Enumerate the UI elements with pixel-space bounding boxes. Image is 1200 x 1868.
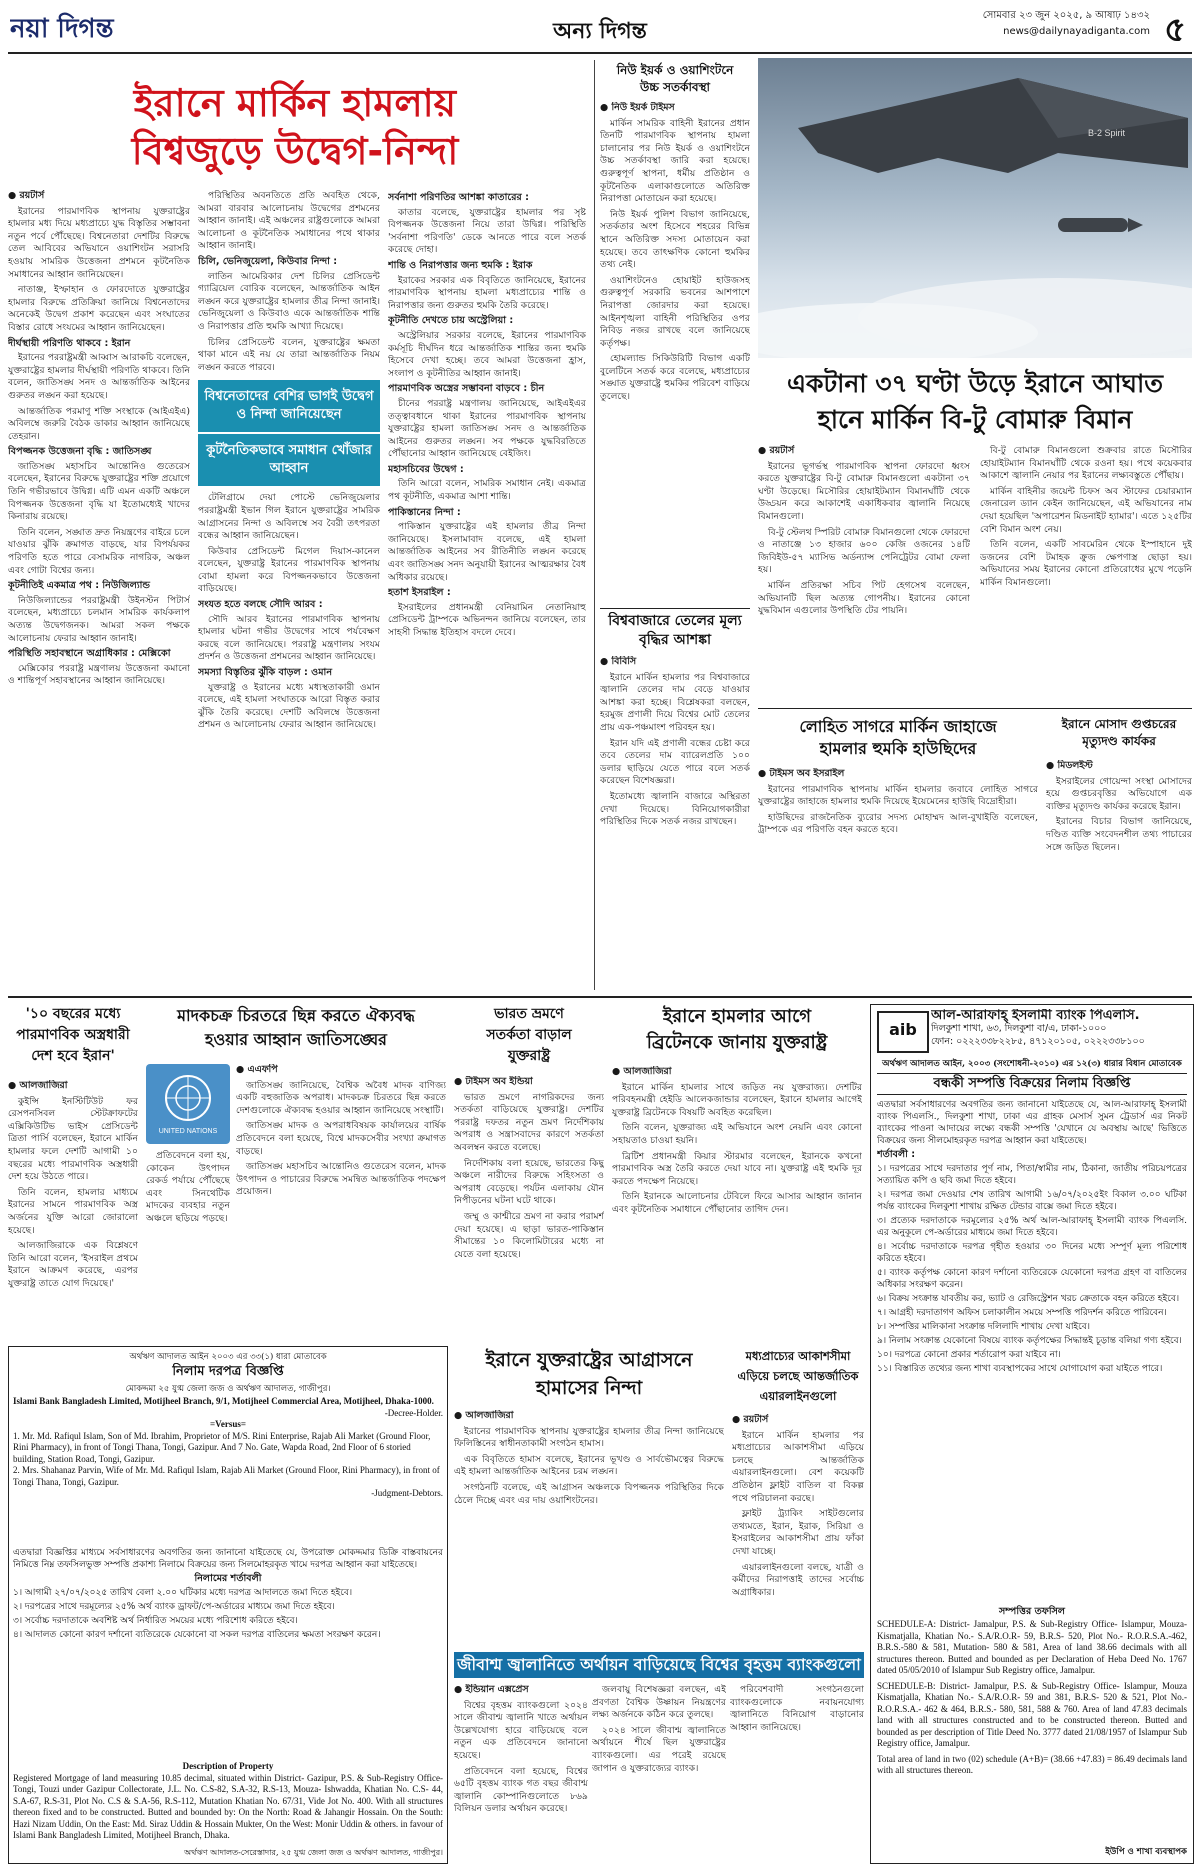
india-headline [454, 1004, 604, 1070]
paragraph: তিনি বলেন, যুক্তরাজ্য এই অভিযানে অংশ নেয়নি এবং কোনো সহায়তাও চাওয়া হয়নি। [612, 1122, 862, 1146]
decree-label: -Decree-Holder. [384, 1407, 443, 1418]
headline-line: মৃত্যুদণ্ড কার্যকর [1082, 734, 1156, 748]
section-title: অন্য দিগন্ত [553, 18, 647, 44]
britain-body [612, 1066, 862, 1338]
photo-label: B-2 Spirit [1088, 128, 1126, 138]
bank-name: আল-আরাফাহ্ ইসলামী ব্যাংক পিএলসি. [931, 1009, 1140, 1023]
headline-line: যুক্তরাষ্ট্র [507, 1048, 551, 1064]
paragraph: ইরানের বিচার বিভাগ জানিয়েছে, দণ্ডিত ব্যক্তি সংবেদনশীল তথ্য পাচারের সঙ্গে জড়িত ছিলেন। [1046, 816, 1192, 853]
jd-label: -Judgment-Debtors. [371, 1488, 443, 1498]
paragraph: আলজাজিরাকে এক বিশ্লেষণে তিনি আরো বলেন, 'ইসরাইল প্রথমে ইরানে আক্রমণ করেছে, এরপর যুক্তরাষ্ট্র তাতে যোগ দিয়েছে।' [8, 1240, 138, 1289]
paragraph: ফ্লাইট ট্র্যাকিং সাইটগুলোর তথ্যমতে, ইরান, ইরাক, সিরিয়া ও ইসরাইলের আকাশসীমা প্রায় ফাঁকা দেখা যাচ্ছে। [732, 1508, 864, 1557]
byline: ● ইন্ডিয়ান এক্সপ্রেস [454, 1684, 529, 1695]
headline-line: মধ্যপ্রাচ্যের আকাশসীমা [745, 1349, 851, 1363]
lead-headline-1: ইরানে মার্কিন হামলায় [133, 81, 457, 125]
byline: ● আলজাজিরা [8, 1080, 68, 1091]
subhead: সমস্যা বিস্তৃতির ঝুঁকি বাড়ল : ওমান [198, 667, 333, 679]
paragraph: কাতার বলেছে, যুক্তরাষ্ট্রের হামলার পর সৃষ্ট বিপজ্জনক উত্তেজনা নিয়ে তারা উদ্বিগ্ন। পরিস্থিতি 'সর্বনাশা পরিণতি' ডেকে আনতে পারে বলে সতর্ক করেছে দোহা। [388, 206, 586, 256]
mossad-headline [1046, 716, 1192, 756]
paragraph: ইসরাইলের প্রধানমন্ত্রী বেনিয়ামিন নেতানিয়াহু প্রেসিডেন্ট ট্রাম্পকে অভিনন্দন জানিয়ে বলেছেন, তার সাহসী সিদ্ধান্ত ইতিহাস বদলে দেবে। [388, 601, 586, 638]
aib-law: অর্থঋণ আদালত আইন, ২০০৩ (সংশোধনী-২০১০) এর ১২(৩) ধারার বিধান মোতাবেক [882, 1059, 1182, 1069]
term: ১। দরপত্রের সাথে দরদাতার পূর্ণ নাম, পিতা/স্বামীর নাম, ঠিকানা, জাতীয় পরিচয়পত্রের সত্যায়িত কপি ও ছবি জমা দিতে হইবে। [877, 1164, 1187, 1186]
lead-col-3 [388, 190, 586, 990]
headline-line: এয়ারলাইনগুলো [759, 1389, 837, 1403]
paragraph: মার্কিন সামরিক বাহিনী ইরানের প্রধান তিনটি পারমাণবিক স্থাপনায় হামলা চালানোর পর নিউ ইয়র্ক ও ওয়াশিংটনে উচ্চ সতর্কাবস্থা জারি করা হয়েছে। গুরুত্বপূর্ণ স্থাপনা, ধর্মীয় প্রতিষ্ঠান ও কূটনৈতিক এলাকাগুলোতে অতিরিক্ত নিরাপত্তা মোতায়েন করা হয়েছে। [600, 117, 750, 205]
subhead: বিপজ্জনক উত্তেজনা বৃদ্ধি : জাতিসঙ্ঘ [8, 446, 152, 458]
headline-line: লোহিত সাগরে মার্কিন জাহাজে [799, 717, 997, 736]
rule [758, 708, 1192, 709]
headline-line: ভারত ভ্রমণে [494, 1006, 564, 1022]
b2-bomber-photo[interactable] [758, 58, 1192, 358]
un-body-1 [236, 1064, 446, 1340]
desc-text: Registered Mortgage of land measuring 10.85 decimal, situated within District- Gazipur, P.S. & Sub-Registry Office- Tongi, Touzi under Gazipur Collectorate, J.L. No. C.S-82, S.A-32, R.S-13, Mouza- Ishwadda, Khatian No. C.S- 44, S.A-67, R.S-31, Plot No. C.S & S.A-56, R.S-112, Mutation Khatian No. 67/31, Vide Jot No. 400. With all structures thereon fixed and to be constructed. Butted and bounded by: On the North: Road & Jahangir Hossain. On the South: Hazi Nizam Uddin, On the East: Md. Siraz Uddin & Hossain Mukter, On the West: Monir Uddin & others. in favour of Islami Bank Bangladesh Limited, Motijheel Branch, Dhaka. [13, 1772, 443, 1840]
paragraph: ইতোমধ্যে জ্বালানি বাজারে অস্থিরতা দেখা দিয়েছে। বিনিয়োগকারীরা পরিস্থিতির দিকে সতর্ক নজর রাখছেন। [600, 790, 750, 828]
headline-line: মাদকচক্র চিরতরে ছিন্ন করতে ঐক্যবদ্ধ [177, 1006, 415, 1025]
paragraph: ইরানের পারমাণবিক স্থাপনায় যুক্তরাষ্ট্রের হামলার মধ্য দিয়ে মধ্যপ্রাচ্যে যুদ্ধ বিস্তৃতির সম্ভাবনা নতুন পর্বে পৌঁছেছে। বিশ্বনেতারা দেশটির বিরুদ্ধে তেল আবিবের অভিযানে ওয়াশিংটন সরাসরি হওয়ায় সামরিক উত্তেজনা প্রশমনে কূটনৈতিক সমাধানের আহ্বান জানিয়েছেন। [8, 205, 190, 280]
term: ৬। বিক্রয় সংক্রান্ত যাবতীয় কর, ভ্যাট ও রেজিস্ট্রেশন খরচ ক্রেতাকে বহন করিতে হইবে। [877, 1294, 1180, 1304]
paragraph: আন্তর্জাতিক পরমাণু শক্তি সংস্থাকে (আইএইএ) অবিলম্বে জরুরি বৈঠক ডাকার আহ্বান জানিয়েছে তেহরান। [8, 405, 190, 442]
headline-line: হামলার হুমকি হাউছিদের [819, 739, 977, 758]
paragraph: জাতিসঙ্ঘ মাদক ও অপরাধবিষয়ক কার্যালয়ের বার্ষিক প্রতিবেদনে বলা হয়েছে, বিশ্বে মাদকসেবীর সংখ্যা ক্রমাগত বাড়ছে। [236, 1120, 446, 1157]
paragraph: জাতিসঙ্ঘ মহাসচিব আন্তোনিও গুতেরেস বলেছেন, ইরানের বিরুদ্ধে যুক্তরাষ্ট্রের শক্তি প্রয়োগে তিনি গভীরভাবে উদ্বিগ্ন। এটি এমন একটি অঞ্চলে বিপজ্জনক উত্তেজনা বৃদ্ধি যা ইতোমধ্যেই খাদের কিনারায় রয়েছে। [8, 460, 190, 523]
un-logo [146, 1064, 230, 1144]
paragraph: ওয়াশিংটনেও হোয়াইট হাউজসহ গুরুত্বপূর্ণ সরকারি ভবনের আশপাশে নিরাপত্তা জোরদার করা হয়েছে। আইনশৃঙ্খলা বাহিনী পরিস্থিতির ওপর নিবিড় নজর রাখছে বলে জানিয়েছে কর্তৃপক্ষ। [600, 274, 750, 349]
paragraph: নিউ ইয়র্ক পুলিশ বিভাগ জানিয়েছে, সতর্কতার অংশ হিসেবে শহরের বিভিন্ন স্থানে অতিরিক্ত সদস্য মোতায়েন করা হয়েছে। তবে তাৎক্ষণিক কোনো হুমকির তথ্য নেই। [600, 208, 750, 271]
headline-line: ইরানে হামলার আগে [662, 1006, 812, 1027]
term: ৪। আদালত কোনো কারণ দর্শানো ব্যতিরেকে যেকোনো বা সকল দরপত্র বাতিলের ক্ষমতা সংরক্ষণ করেন। [13, 1630, 381, 1640]
paragraph: কুইন্সি ইনস্টিটিউট ফর রেসপনসিবল স্টেটক্রাফটের এক্সিকিউটিভ ভাইস প্রেসিডেন্ট ত্রিতা পার্সি বলেছেন, ইরানে মার্কিন হামলার ফলে দেশটি আগামী ১০ বছরের মধ্যে পারমাণবিক অস্ত্রধারী দেশ হয়ে উঠতে পারে। [8, 1095, 138, 1183]
lead-byline: ● রয়টার্স [8, 190, 45, 201]
aib-schedule-title: সম্পত্তির তফসিল [998, 1606, 1066, 1617]
notice-sign: অর্থঋণ আদালত-সেরেস্তাদার, ২৫ যুগ্ম জেলা জজ ও অর্থঋণ আদালত, গাজীপুর। [184, 1848, 443, 1857]
headline-line: হওয়ার আহ্বান জাতিসঙ্ঘের [205, 1030, 387, 1049]
headline-line: দেশ হবে ইরান' [31, 1048, 115, 1064]
date: সোমবার ২৩ জুন ২০২৫, ৯ আষাঢ় ১৪৩২ [982, 10, 1150, 21]
paragraph: ব্রিটিশ প্রধানমন্ত্রী কিয়ার স্টারমার বলেছেন, ইরানকে কখনো পারমাণবিক অস্ত্র তৈরি করতে দেয়া যাবে না। যুক্তরাষ্ট্র এই হুমকি দূর করতে পদক্ষেপ নিয়েছে। [612, 1150, 862, 1187]
subhead: হতাশ ইসরাইল : [388, 587, 451, 599]
headline-line: হামাসের নিন্দা [535, 1377, 643, 1399]
paragraph: নিউজিল্যান্ডের পররাষ্ট্রমন্ত্রী উইনস্টন পিটার্স বলেছেন, মধ্যপ্রাচ্যে চলমান সামরিক কার্যকলাপ অত্যন্ত উদ্বেগজনক। আমরা সকল পক্ষকে আলোচনায় ফেরার আহ্বান জানাই। [8, 594, 190, 644]
byline: ● নিউ ইয়র্ক টাইমস [600, 102, 675, 113]
notice-parties [13, 1396, 443, 1546]
paragraph: জাতিসঙ্ঘ মহাসচিব আন্তোনিও গুতেরেস বলেন, মাদক উৎপাদন ও পাচারের বিরুদ্ধে সমন্বিত আন্তর্জাতিক পদক্ষেপ প্রয়োজন। [236, 1161, 446, 1198]
paragraph: হোমল্যান্ড সিকিউরিটি বিভাগ একটি বুলেটিনে সতর্ক করে বলেছে, মধ্যপ্রাচ্যের সঙ্ঘাত যুক্তরাষ্ট্রে হুমকির পরিবেশ বাড়িয়ে তুলেছে। [600, 353, 750, 403]
headline-line: সতর্কতা বাড়াল [486, 1027, 572, 1043]
paragraph: ইরান যদি এই প্রণালী বন্ধের চেষ্টা করে তবে তেলের দাম ব্যারেলপ্রতি ১০০ ডলার ছাড়িয়ে যেতে পারে বলে সতর্ক করেছেন বিশেষজ্ঞরা। [600, 737, 750, 787]
hamas-body [454, 1410, 724, 1646]
redsea-headline [758, 716, 1038, 762]
term: ৩। প্রত্যেক দরদাতাকে দরমূল্যের ২৫% অর্থ আল-আরাফাহ্ ইসলামী ব্যাংক পিএলসি. এর অনুকূলে পে-অর্ডারের মাধ্যমে জমা দিতে হইবে। [877, 1216, 1187, 1238]
notice-title: নিলাম দরপত্র বিজ্ঞপ্তি [172, 1364, 284, 1379]
subhead: পাকিস্তানের নিন্দা : [388, 506, 461, 518]
paragraph: কিউবার প্রেসিডেন্ট মিগেল দিয়াস-কানেল বলেছেন, যুক্তরাষ্ট্র ইরানের পারমাণবিক স্থাপনায় বোমা হামলা করে বিপজ্জনকভাবে উত্তেজনা বাড়িয়েছে। [198, 545, 380, 595]
b2-col-1 [758, 445, 970, 700]
paragraph: ইরানের পররাষ্ট্রমন্ত্রী আব্বাস আরাকচি বলেছেন, যুক্তরাষ্ট্রের হামলার দীর্ঘস্থায়ী পরিণতি থাকবে। তিনি বলেন, জাতিসঙ্ঘ সনদ ও আন্তর্জাতিক আইনের গুরুতর লঙ্ঘন করা হয়েছে। [8, 352, 190, 401]
aib-sign: ইউপি ও শাখা ব্যবস্থাপক [1105, 1847, 1187, 1857]
paragraph: ইরানের পারমাণবিক স্থাপনায় মার্কিন হামলার জবাবে লোহিত সাগরে যুক্তরাষ্ট্রের জাহাজে হামলার হুমকি দিয়েছে ইয়েমেনের হাউছি বিদ্রোহীরা। [758, 783, 1038, 808]
headline-line: ব্রিটেনকে জানায় যুক্তরাষ্ট্র [646, 1032, 828, 1053]
paragraph: তিনি আরো বলেন, সামরিক সমাধান নেই। একমাত্র পথ কূটনীতি, একমাত্র আশা শান্তি। [388, 478, 586, 503]
paragraph: অস্ট্রেলিয়ার সরকার বলেছে, ইরানের পারমাণবিক কর্মসূচি দীর্ঘদিন ধরে আন্তর্জাতিক শান্তির জন্য হুমকি হিসেবে দেখা হচ্ছে। তবে আমরা উত্তেজনা হ্রাস, সংলাপ ও কূটনীতির আহ্বান জানাই। [388, 329, 586, 379]
fossil-col-3 [730, 1684, 864, 1862]
paragraph: সৌদি আরব ইরানের পারমাণবিক স্থাপনায় হামলার ঘটনা গভীর উদ্বেগের সাথে পর্যবেক্ষণ করছে বলে জানিয়েছে। পররাষ্ট্র মন্ত্রণালয় সংযম প্রদর্শন ও উত্তেজনা প্রশমনের আহ্বান জানিয়েছে। [198, 613, 380, 663]
paragraph: টেলিগ্রামে দেয়া পোস্টে ভেনিজুয়েলার পররাষ্ট্রমন্ত্রী ইভান গিল ইরানে যুক্তরাষ্ট্রের সামরিক আগ্রাসনের নিন্দা ও অবিলম্বে সব বৈরী তৎপরতা বন্ধের আহ্বান জানিয়েছেন। [198, 492, 380, 542]
lead-col-2 [198, 190, 380, 990]
paragraph: সংগঠনটি বলেছে, এই আগ্রাসন অঞ্চলকে বিপজ্জনক পরিস্থিতির দিকে ঠেলে দিচ্ছে এবং এর দায় ওয়াশিংটনের। [454, 1481, 724, 1506]
desc-title: Description of Property [182, 1761, 274, 1771]
versus: =Versus= [210, 1419, 246, 1429]
mossad-body [1046, 760, 1192, 988]
term: ১। আগামী ২৭/০৭/২০২৫ তারিখ বেলা ২.০০ ঘটিকার মধ্যে দরপত্র আদালতে জমা দিতে হইবে। [13, 1588, 353, 1598]
paragraph: চিলির প্রেসিডেন্ট বলেন, যুক্তরাষ্ট্রের ক্ষমতা থাকা মানে এই নয় যে তারা আন্তর্জাতিক নিয়ম লঙ্ঘন করতে পারবে। [198, 336, 380, 373]
subhead: শর্তাবলী : [877, 1149, 916, 1160]
airlines-body [732, 1414, 864, 1646]
byline: ● মিডলইস্ট [1046, 760, 1093, 771]
aib-notice [870, 1004, 1194, 1864]
subhead: সংযত হতে বলছে সৌদি আরব : [198, 599, 323, 611]
paragraph: চীনের পররাষ্ট্র মন্ত্রণালয় জানিয়েছে, আইএইএর তত্ত্বাবধানে থাকা ইরানের পারমাণবিক স্থাপনায় যুক্তরাষ্ট্রের হামলা জাতিসঙ্ঘ সনদ ও আন্তর্জাতিক আইনের গুরুতর লঙ্ঘন। সব পক্ষকে যুদ্ধবিরতিতে পৌঁছানোর আহ্বান জানিয়েছে বেইজিং। [388, 397, 586, 460]
subhead: চিলি, ভেনিজুয়েলা, কিউবার নিন্দা : [198, 255, 338, 267]
headline-line: উচ্চ সতর্কাবস্থা [639, 80, 711, 94]
term: ৭। আগ্রহী দরদাতাগণ অফিস চলাকালীন সময়ে সম্পত্তি পরিদর্শন করিতে পারিবেন। [877, 1308, 1167, 1318]
schedule-a: SCHEDULE-A: District- Jamalpur, P.S. & Sub-Registry Office- Islampur, Mouza-Kismatjalla, Khatian No.- S.A/R.O.R- 59, B.R.S- 520, Plot No.- R.O.R.S.A.-462, B.R.S.-580 & 581, Mutation- 580 & 581, Area of land 38.66 decimals with all structures thereon. Butted and bounded as per Declaration of Heba Deed No. 1767 dated 05/05/2010 of Islampur Sub Registry office, Jamalpur. [877, 1619, 1187, 1675]
subhead: কূটনীতিই একমাত্র পথ : নিউজিল্যান্ড [8, 580, 151, 592]
byline: ● রয়টার্স [758, 445, 795, 456]
term: ১১। বিস্তারিত তথ্যের জন্য শাখা ব্যবস্থাপকের সাথে যোগাযোগ করা যাইতে পারে। [877, 1364, 1163, 1374]
date-line [920, 8, 1150, 48]
paragraph: ইরাকের সরকার এক বিবৃতিতে জানিয়েছে, ইরানের পারমাণবিক স্থাপনায় হামলা মধ্যপ্রাচ্যের শান্তি ও নিরাপত্তার জন্য গুরুতর হুমকি তৈরি করেছে। [388, 274, 586, 311]
debtor-2: 2. Mrs. Shahanaz Parvin, Wife of Mr. Md. Rafiqul Islam, Rajab Ali Market (Ground Floor, Rini Pharmacy), in front of Tongi Thana, Tongi, Gazipur. [13, 1465, 440, 1487]
subhead: পরিস্থিতি সহাবস্থানে অগ্রাধিকার : মেক্সিকো [8, 648, 171, 660]
paragraph: তিনি বলেন, একটি সাবমেরিন থেকে ইস্পাহানে দুই ডজনের বেশি টমাহক ক্রুজ ক্ষেপণাস্ত্র ছোড়া হয়। অভিযানের সময় ইরানের কোনো প্রতিরোধের মুখে পড়েনি মার্কিন বিমানগুলো। [980, 539, 1192, 588]
un-headline [146, 1004, 446, 1060]
b2-headline-1: একটানা ৩৭ ঘণ্টা উড়ে ইরানে আঘাত [787, 369, 1163, 398]
paragraph: তিনি বলেন, হামলার মাধ্যমে ইরানের সামনে পারমাণবিক অস্ত্র অর্জনের যুক্তি আরো জোরালো হয়েছে। [8, 1186, 138, 1236]
pull-quote-1: বিশ্বনেতাদের বেশির ভাগই উদ্বেগ ও নিন্দা জানিয়েছেন [198, 380, 380, 432]
term: ৪। সর্বোচ্চ দরদাতাকে দরপত্র গৃহীত হওয়ার ৩০ দিনের মধ্যে সম্পূর্ণ মূল্য পরিশোধ করিতে হইবে। [877, 1242, 1187, 1264]
paragraph: হাউছিদের রাজনৈতিক ব্যুরোর সদস্য মোহাম্মদ আল-বুখাইতি বলেছেন, ট্রাম্পকে এর পরিণতি বহন করতে হবে। [758, 811, 1038, 836]
oil-headline: বিশ্ববাজারে তেলের মূল্য বৃদ্ধির আশঙ্কা [608, 613, 742, 648]
headline-line: পারমাণবিক অস্ত্রধারী [16, 1027, 130, 1043]
fossil-col-2 [592, 1684, 726, 1862]
britain-headline [612, 1004, 862, 1060]
paragraph: ইরানে মার্কিন হামলার পর বিশ্ববাজারে জ্বালানি তেলের দাম বেড়ে যাওয়ার আশঙ্কা করা হচ্ছে। বিশ্লেষকরা বলছেন, হরমুজ প্রণালী দিয়ে বিশ্বের মোট তেলের প্রায় এক-পঞ্চমাংশ পরিবহন হয়। [600, 671, 750, 733]
subhead: কূটনীতি দেখতে চায় অস্ট্রেলিয়া : [388, 315, 514, 327]
notice-description [13, 1761, 443, 1845]
term: ৩। সর্বোচ্চ দরদাতাকে অবশিষ্ট অর্থ নির্ধারিত সময়ের মধ্যে পরিশোধ করিতে হইবে। [13, 1616, 298, 1626]
bank-phone: ফোন: ০২২২৩৩৮২২৮৫, ৪৭১২০১০৫, ০২২২৩৩৮১০০ [931, 1036, 1145, 1047]
schedule-total: Total area of land in two (02) schedule (A+B)= (38.66 +47.83) = 86.49 decimals land with all structures thereon. [877, 1753, 1187, 1775]
byline: ● রয়টার্স [732, 1414, 769, 1425]
paragraph: এক বিবৃতিতে হামাস বলেছে, ইরানের ভূখণ্ড ও সার্বভৌমত্বের বিরুদ্ধে এই হামলা আন্তর্জাতিক আইনের চরম লঙ্ঘন। [454, 1453, 724, 1478]
tenyears-body [8, 1080, 138, 1340]
rule [600, 608, 750, 609]
subhead: পারমাণবিক অস্ত্রের সম্ভাবনা বাড়বে : চীন [388, 383, 545, 395]
paragraph: যুক্তরাষ্ট্র ও ইরানের মধ্যে মধ্যস্থতাকারী ওমান বলেছে, এই হামলা সংঘাতকে আরো বিস্তৃত করার ঝুঁকি তৈরি করেছে। দেশটি অবিলম্বে উত্তেজনা প্রশমন ও আলোচনায় ফেরার আহ্বান জানিয়েছে। [198, 681, 380, 731]
paragraph: এয়ারলাইনগুলো বলছে, যাত্রী ও কর্মীদের নিরাপত্তাই তাদের সর্বোচ্চ অগ্রাধিকার। [732, 1561, 864, 1598]
bomber-icon [758, 58, 1192, 358]
paragraph: তিনি বলেন, সঙ্ঘাত দ্রুত নিয়ন্ত্রণের বাইরে চলে যাওয়ার ঝুঁকি ক্রমাগত বাড়ছে, যার বিপর্যয়কর পরিণতি হতে পারে বেসামরিক নাগরিক, অঞ্চল এবং গোটা বিশ্বের জন্য। [8, 526, 190, 576]
paragraph: এতদ্বারা বিজ্ঞপ্তির মাধ্যমে সর্বসাধারণের অবগতির জন্য জানানো যাইতেছে যে, উপরোক্ত মোকদ্দমার ডিক্রি বাস্তবায়নের নিমিত্তে নিম্ন তফসিলভুক্ত সম্পত্তি প্রকাশ্য নিলামে বিক্রয়ের জন্য সিলমোহরকৃত খামে দরপত্র আহ্বান করা যাইতেছে। [13, 1548, 443, 1570]
paragraph: জলবায়ু বিশেষজ্ঞরা বলছেন, এই প্রবণতা বৈশ্বিক উষ্ণায়ন নিয়ন্ত্রণের লক্ষ্য অর্জনকে কঠিন করে তুলছে। [592, 1684, 726, 1721]
byline: ● টাইমস অব ইসরাইল [758, 768, 845, 779]
subhead: মহাসচিবের উদ্বেগ : [388, 463, 464, 475]
page-number: ৫ [1163, 10, 1187, 48]
byline: ● বিবিসি [600, 656, 637, 667]
byline: ● টাইমস অব ইন্ডিয়া [454, 1076, 533, 1087]
headline-line: নিউ ইয়র্ক ও ওয়াশিংটনে [616, 63, 734, 77]
subhead: সর্বনাশা পরিণতির আশঙ্কা কাতারের : [388, 192, 529, 203]
paragraph: মেক্সিকোর পররাষ্ট্র মন্ত্রণালয় উত্তেজনা কমানো ও শান্তিপূর্ণ সহাবস্থানের আহ্বান জানিয়েছে। [8, 662, 190, 687]
un-body-2 [146, 1150, 230, 1340]
aib-title: বন্ধকী সম্পত্তি বিক্রয়ের নিলাম বিজ্ঞপ্তি [877, 1073, 1187, 1095]
aib-body [877, 1099, 1187, 1599]
notice-case: মোকদ্দমা ২৫ যুগ্ম জেলা জজ ও অর্থঋণ আদালত, গাজীপুর। [125, 1384, 331, 1394]
paragraph: পরিবেশবাদী সংগঠনগুলো ব্যাংকগুলোকে নবায়নযোগ্য জ্বালানিতে বিনিয়োগ বাড়ানোর আহ্বান জানিয়েছে। [730, 1684, 864, 1733]
byline: ● আলজাজিরা [612, 1066, 672, 1077]
bank-address: দিলকুশা শাখা, ৬৩, দিলকুশা বা/এ, ঢাকা-১০০০ [931, 1023, 1107, 1034]
term: ৫। ব্যাংক কর্তৃপক্ষ কোনো কারণ দর্শানো ব্যতিরেকে যেকোনো দরপত্র গ্রহণ বা বাতিলের অধিকার সংরক্ষণ করেন। [877, 1268, 1187, 1290]
paragraph: ভারত ভ্রমণে নাগরিকদের জন্য সতর্কতা বাড়িয়েছে যুক্তরাষ্ট্র। দেশটির পররাষ্ট্র দফতর নতুন ভ্রমণ নির্দেশিকায় অপরাধ ও সন্ত্রাসবাদের কারণে সতর্কতা অবলম্বন করতে বলেছে। [454, 1091, 604, 1153]
paragraph: বিশ্বের বৃহত্তম ব্যাংকগুলো ২০২৪ সালে জীবাশ্ম জ্বালানি খাতে অর্থায়ন উল্লেখযোগ্য হারে বাড়িয়েছে বলে নতুন এক প্রতিবেদনে জানানো হয়েছে। [454, 1699, 588, 1761]
airlines-headline [732, 1346, 864, 1410]
fossil-col-1 [454, 1684, 588, 1862]
schedule-b: SCHEDULE-B: District- Jamalpur, P.S. & Sub-Registry Office- Islampur, Mouza Kismatjalla, Khatian No.- S.A/R.O.R- 59 and 381, B.R.S- 520 & 521, Plot No.- R.O.R.S.A.- 462 & 464, B.R.S.- 580, 581, 588 & 760. Area of land 47.83 decimals land with all structures constructed and to be constructed thereon. Butted and bounded as per description of Title Deed No. 3777 dated 21/08/1957 of Islampur Sub Registry office, Jamalpur. [877, 1680, 1187, 1748]
paragraph: ইরানে মার্কিন হামলার সাথে জড়িত নয় যুক্তরাজ্য। দেশটির পরিবহনমন্ত্রী হেইডি আলেকজান্ডার বলেছেন, ইরানে হামলার আগেই যুক্তরাষ্ট্র ব্রিটেনকে বিষয়টি অবহিত করেছিল। [612, 1081, 862, 1118]
fossil-banner: জীবাশ্ম জ্বালানিতে অর্থায়ন বাড়িয়েছে বিশ্বের বৃহত্তম ব্যাংকগুলো [454, 1652, 864, 1678]
redsea-body [758, 768, 1038, 988]
paragraph: পরিস্থিতির অবনতিতে প্রতি অবহিত থেকে, আমরা বারবার আলোচনায় উদ্বেগের প্রশমনের আহ্বান জানাই। এই অঞ্চলের রাষ্ট্রগুলোকে আমরা আলোচনা ও কূটনৈতিক সমাধানের পথে থাকার আহ্বান জানাই। [198, 190, 380, 252]
section-rule [8, 996, 1192, 998]
masthead-rule [8, 52, 1192, 54]
term: ২। দরপত্রের সাথে দরমূল্যের ২৫% অর্থ ব্যাংক ড্রাফট/পে-অর্ডারের মাধ্যমে জমা দিতে হইবে। [13, 1602, 335, 1612]
paragraph: বি-টু স্টেলথ স্পিরিট বোমারু বিমানগুলো থেকে ফোরদো ও নাতাঞ্জে ১৩ হাজার ৬০০ কেজি ওজনের ১৪টি জিবিইউ-৫৭ ম্যাসিভ অর্ডন্যান্স পেনিট্রেটর বোমা ফেলা হয়। [758, 526, 970, 576]
paragraph: জাতিসঙ্ঘ জানিয়েছে, বৈশ্বিক অবৈধ মাদক বাণিজ্য একটি বহুজাতিক অপরাধ। মাদকচক্র চিরতরে ছিন্ন করতে দেশগুলোকে ঐক্যবদ্ধ হওয়ার আহ্বান জানিয়েছে সংস্থাটি। [236, 1079, 446, 1116]
paragraph: মার্কিন প্রতিরক্ষা সচিব পিট হেগসেথ বলেছেন, অভিযানটি ছিল অত্যন্ত গোপনীয়। ইরানের কোনো যুদ্ধবিমান এগুলোর উপস্থিতি টের পায়নি। [758, 579, 970, 617]
ny-body [600, 102, 750, 602]
term: ৯। নিলাম সংক্রান্ত যেকোনো বিষয়ে ব্যাংক কর্তৃপক্ষের সিদ্ধান্তই চূড়ান্ত বলিয়া গণ্য হইবে। [877, 1336, 1182, 1346]
islami-notice [8, 1346, 448, 1864]
lead-col-1 [8, 190, 190, 990]
paragraph: প্রতিবেদনে বলা হয়েছে, বিশ্বের ৬৫টি বৃহত্তম ব্যাংক গত বছর জীবাশ্ম জ্বালানি কোম্পানিগুলোতে ৮৬৯ বিলিয়ন ডলার অর্থায়ন করেছে। [454, 1765, 588, 1815]
paragraph: বি-টু বোমারু বিমানগুলো শুক্রবার রাতে মিসৌরির হোয়াইটম্যান বিমানঘাঁটি থেকে রওনা হয়। পথে কয়েকবার আকাশে জ্বালানি নেয়ার পর ইরানের লক্ষ্যবস্তুতে পৌঁছায়। [980, 445, 1192, 482]
headline-line: '১০ বছরের মধ্যে [25, 1006, 121, 1022]
paragraph: ইসরাইলের গোয়েন্দা সংস্থা মোসাদের হয়ে গুপ্তচরবৃত্তির অভিযোগে এক ব্যক্তির মৃত্যুদণ্ড কার্যকর করেছে ইরান। [1046, 775, 1192, 812]
headline-line: এড়িয়ে চলছে আন্তর্জাতিক [737, 1369, 859, 1383]
paragraph: লাতিন আমেরিকার দেশ চিলির প্রেসিডেন্ট গ্যাব্রিয়েল বোরিক বলেছেন, আন্তর্জাতিক আইন লঙ্ঘন করে যুক্তরাষ্ট্রের হামলার তীব্র নিন্দা জানাই। ভেনিজুয়েলা ও কিউবাও একে আন্তর্জাতিক শান্তি ও নিরাপত্তার প্রতি হুমকি আখ্যা দিয়েছে। [198, 270, 380, 332]
debtor-1: 1. Mr. Md. Rafiqul Islam, Son of Md. Ibrahim, Proprietor of M/S. Rini Enterprise, Rajab Ali Market (Ground Floor, Rini Pharmacy), in front of Tongi Thana, Tongi, Gazipur. And 7 No. Gate, Wapda Road, 2nd Floor of 6 storied building, Station Road, Tongi, Gazipur. [13, 1430, 431, 1464]
un-logo-label: UNITED NATIONS [158, 1128, 218, 1135]
subhead: শান্তি ও নিরাপত্তার জন্য হুমকি : ইরাক [388, 259, 533, 271]
subhead: নিলামের শর্তাবলী [194, 1573, 262, 1584]
paragraph: মার্কিন বাহিনীর জয়েন্ট চিফস অব স্টাফের চেয়ারম্যান জেনারেল ড্যান কেইন জানিয়েছেন, এই অভিযানের নাম দেয়া হয়েছিল 'অপারেশন মিডনাইট হ্যামার'। এতে ১২৫টির বেশি বিমান অংশ নেয়। [980, 485, 1192, 535]
paragraph: প্রতিবেদনে বলা হয়, কোকেন উৎপাদন রেকর্ড পর্যায়ে পৌঁছেছে এবং সিনথেটিক মাদকের ব্যবহার নতুন অঞ্চলে ছড়িয়ে পড়ছে। [146, 1150, 230, 1224]
headline-line: ইরানে মোসাদ গুপ্তচরের [1061, 717, 1177, 731]
aib-logo: aib [877, 1011, 929, 1053]
pull-quote-2: কূটনৈতিকভাবে সমাধান খোঁজার আহ্বান [198, 434, 380, 486]
term: ৮। সম্পত্তির মালিকানা সংক্রান্ত দলিলাদি শাখায় দেখা যাইবে। [877, 1322, 1090, 1332]
paragraph: ইরানে মার্কিন হামলার পর মধ্যপ্রাচ্যের আকাশসীমা এড়িয়ে চলছে আন্তর্জাতিক এয়ারলাইনগুলো। বেশ কয়েকটি প্রতিষ্ঠান ফ্লাইট বাতিল বা বিকল্প পথে পরিচালনা করছে। [732, 1429, 864, 1504]
india-body [454, 1076, 604, 1340]
paragraph: ইরানের ভূগর্ভস্থ পারমাণবিক স্থাপনা ফোরদো ধ্বংস করতে যুক্তরাষ্ট্রের বি-টু বোমারু বিমানগুলো একটানা ৩৭ ঘণ্টা উড়েছে। মিসৌরির হোয়াইটম্যান বিমানঘাঁটি থেকে উড্ডয়ন করে আকাশেই একাধিকবার জ্বালানি নিয়েছে বিমানগুলো। [758, 460, 970, 522]
paragraph: পাকিস্তান যুক্তরাষ্ট্রের এই হামলার তীব্র নিন্দা জানিয়েছে। ইসলামাবাদ বলেছে, এই হামলা আন্তর্জাতিক আইনের সব রীতিনীতি লঙ্ঘন করেছে এবং জাতিসঙ্ঘ সনদ অনুযায়ী ইরানের আত্মরক্ষার বৈধ অধিকার রয়েছে। [388, 521, 586, 583]
decree-holder: Islami Bank Bangladesh Limited, Motijheel Branch, 9/1, Motijheel Commercial Area, Motijheel, Dhaka-1000. [13, 1396, 434, 1406]
paragraph: নাতাঞ্জ, ইস্ফাহান ও ফোরদোতে যুক্তরাষ্ট্রের হামলার বিরুদ্ধে প্রতিক্রিয়া জানিয়ে বিশ্বনেতাদের অনেকেই উদ্বেগ প্রকাশ করেছেন এবং সংঘাতের বিস্তার রোধে সংযমের আহ্বান জানিয়েছেন। [8, 284, 190, 333]
paragraph: নির্দেশিকায় বলা হয়েছে, ভারতের কিছু অঞ্চলে নারীদের বিরুদ্ধে সহিংসতা ও অপরাধ বেড়েছে। পর্যটন এলাকায় যৌন নিপীড়নের ঘটনা ঘটে থাকে। [454, 1157, 604, 1207]
b2-col-2 [980, 445, 1192, 700]
paragraph: জম্মু ও কাশ্মীরে ভ্রমণ না করার পরামর্শ দেয়া হয়েছে। এ ছাড়া ভারত-পাকিস্তান সীমান্তের ১০ কিলোমিটারের মধ্যে না যেতে বলা হয়েছে। [454, 1210, 604, 1260]
tenyears-headline [8, 1004, 138, 1074]
paragraph: ২০২৪ সালে জীবাশ্ম জ্বালানিতে অর্থায়নে শীর্ষে ছিল যুক্তরাষ্ট্রের ব্যাংকগুলো। এর পরেই রয়েছে জাপান ও যুক্তরাজ্যের ব্যাংক। [592, 1724, 726, 1774]
term: ১০। দরপত্রে কোনো প্রকার শর্তারোপ করা যাইবে না। [877, 1350, 1061, 1360]
byline: ● এএফপি [236, 1064, 278, 1075]
b2-headline-2: হানে মার্কিন বি-টু বোমারু বিমান [817, 405, 1133, 434]
email[interactable]: news@dailynayadiganta.com [1003, 26, 1150, 37]
lead-headline-2: বিশ্বজুড়ে উদ্বেগ-নিন্দা [131, 129, 459, 173]
hamas-headline [454, 1346, 724, 1404]
paragraph: ইরানের পারমাণবিক স্থাপনায় যুক্তরাষ্ট্রের হামলার তীব্র নিন্দা জানিয়েছে ফিলিস্তিনের স্বাধীনতাকামী সংগঠন হামাস। [454, 1425, 724, 1450]
oil-body [600, 656, 750, 1016]
aib-schedule [877, 1619, 1187, 1843]
aib-header [931, 1009, 1189, 1053]
ny-headline [600, 62, 750, 98]
headline-line: ইরানে যুক্তরাষ্ট্রের আগ্রাসনে [485, 1349, 693, 1371]
masthead-logo[interactable]: নয়া দিগন্ত [10, 14, 114, 44]
paragraph: তিনি ইরানকে আলোচনার টেবিলে ফিরে আসার আহ্বান জানান এবং কূটনৈতিক সমাধানে পৌঁছানোর তাগিদ দেন। [612, 1191, 862, 1215]
column-rule [594, 60, 595, 990]
paragraph: এতদ্বারা সর্বসাধারণের অবগতির জন্য জানানো যাইতেছে যে, আল-আরাফাহ্ ইসলামী ব্যাংক পিএলসি., দিলকুশা শাখা, ঢাকা এর গ্রাহক মেসার্স সুমন ট্রেডার্স এর নিকট ব্যাংকের পাওনা আদায়ের লক্ষ্যে বন্ধকী সম্পত্তি 'যেখানে যে অবস্থায় আছে' ভিত্তিতে বিক্রয়ের জন্য সীলমোহরকৃত দরপত্র আহ্বান করা যাইতেছে। [877, 1100, 1187, 1146]
byline: ● আলজাজিরা [454, 1410, 514, 1421]
subhead: দীর্ঘস্থায়ী পরিণতি থাকবে : ইরান [8, 337, 131, 349]
term: ২। দরপত্র জমা দেওয়ার শেষ তারিখ আগামী ১৬/০৭/২০২৫ইং বিকাল ৩.০০ ঘটিকা পর্যন্ত ব্যাংকের দিলকুশা শাখায় রক্ষিত টেন্ডার বাক্সে জমা দিতে হইবে। [877, 1190, 1187, 1212]
notice-top: অর্থঋণ আদালত আইন ২০০৩ এর ৩৩(১) ধারা মোতাবেক [129, 1352, 327, 1362]
notice-body [13, 1547, 443, 1759]
